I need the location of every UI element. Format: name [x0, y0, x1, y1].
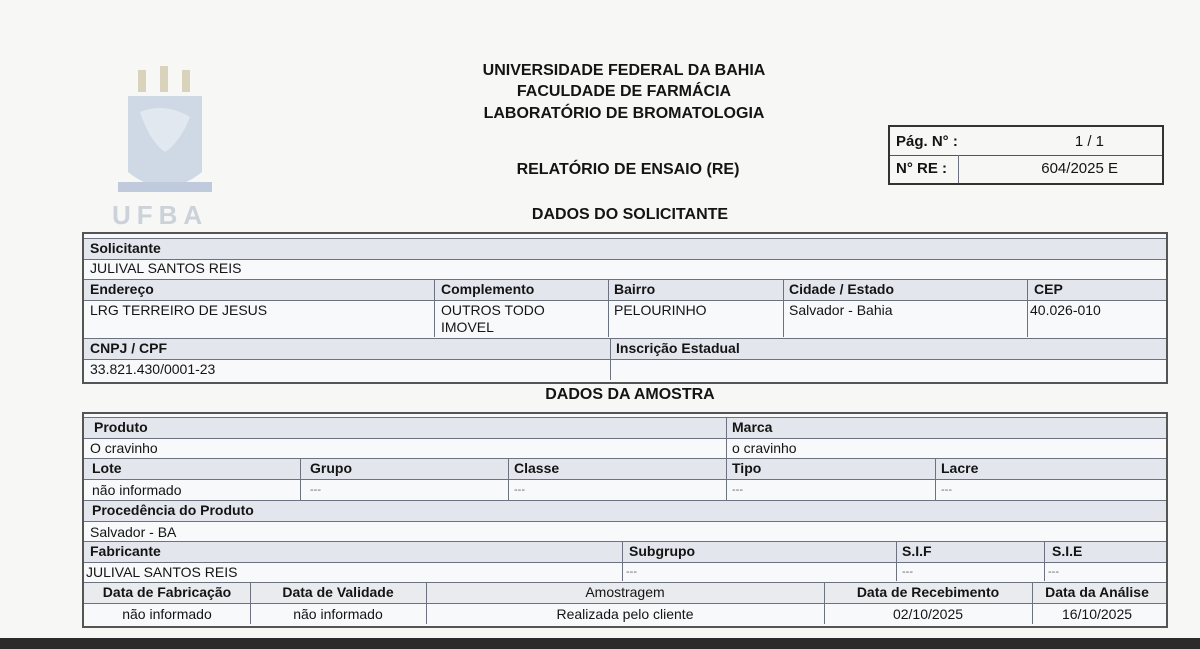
subgrupo-value: --- [626, 566, 637, 578]
subgrupo-label: Subgrupo [629, 543, 696, 559]
page-number-value: 1 / 1 [1074, 133, 1104, 150]
re-number-label: N° RE : [896, 160, 947, 177]
section-title-solicitante: DADOS DO SOLICITANTE [531, 206, 729, 223]
cnpj-cpf-value: 33.821.430/0001-23 [90, 361, 216, 377]
solicitante-table [82, 232, 1168, 384]
re-number-value: 604/2025 E [1041, 160, 1118, 177]
data-fabricacao-value: não informado [122, 606, 212, 622]
tipo-value: --- [732, 484, 743, 496]
tipo-label: Tipo [732, 460, 762, 476]
solicitante-label: Solicitante [90, 240, 161, 256]
classe-label: Classe [514, 460, 560, 476]
logo-text: UFBA [112, 200, 209, 230]
bairro-value: PELOURINHO [614, 302, 707, 318]
data-validade-value: não informado [293, 606, 383, 622]
inscricao-estadual-label: Inscrição Estadual [616, 340, 740, 356]
data-recebimento-label: Data de Recebimento [856, 584, 1000, 600]
marca-label: Marca [732, 419, 773, 435]
marca-value: o cravinho [732, 440, 797, 456]
sif-label: S.I.F [902, 543, 932, 559]
sie-label: S.I.E [1052, 543, 1083, 559]
grupo-label: Grupo [310, 460, 352, 476]
cidade-estado-value: Salvador - Bahia [789, 302, 893, 318]
fabricante-value: JULIVAL SANTOS REIS [86, 564, 238, 580]
page-info-box [888, 125, 1164, 185]
lacre-value: --- [941, 484, 952, 496]
produto-value: O cravinho [90, 440, 158, 456]
data-fabricacao-label: Data de Fabricação [102, 584, 232, 600]
endereco-value: LRG TERREIRO DE JESUS [90, 302, 268, 318]
solicitante-value: JULIVAL SANTOS REIS [90, 260, 242, 276]
cep-value: 40.026-010 [1030, 302, 1101, 318]
produto-label: Produto [94, 419, 148, 435]
grupo-value: --- [310, 484, 321, 496]
laboratory-name: LABORATÓRIO DE BROMATOLOGIA [483, 105, 765, 122]
amostragem-value: Realizada pelo cliente [556, 606, 694, 622]
complemento-value-line2: IMOVEL [441, 319, 494, 335]
university-name: UNIVERSIDADE FEDERAL DA BAHIA [482, 62, 766, 79]
data-analise-label: Data da Análise [1045, 584, 1149, 600]
cep-label: CEP [1034, 281, 1063, 297]
lote-value: não informado [92, 482, 182, 498]
amostra-table [82, 412, 1168, 628]
complemento-label: Complemento [441, 281, 535, 297]
amostragem-label: Amostragem [585, 584, 665, 600]
data-analise-value: 16/10/2025 [1061, 606, 1133, 622]
lote-label: Lote [92, 460, 122, 476]
fabricante-label: Fabricante [90, 543, 161, 559]
procedencia-value: Salvador - BA [90, 524, 177, 540]
sie-value: --- [1048, 566, 1059, 578]
faculty-name: FACULDADE DE FARMÁCIA [516, 83, 732, 100]
section-title-amostra: DADOS DA AMOSTRA [545, 386, 715, 403]
bottom-edge-bar [0, 638, 1200, 649]
endereco-label: Endereço [90, 281, 154, 297]
data-recebimento-value: 02/10/2025 [892, 606, 964, 622]
classe-value: --- [514, 484, 525, 496]
cidade-estado-label: Cidade / Estado [789, 281, 895, 297]
ufba-logo [110, 62, 220, 232]
cnpj-cpf-label: CNPJ / CPF [90, 340, 168, 356]
data-validade-label: Data de Validade [282, 584, 394, 600]
page-number-label: Pág. N° : [896, 133, 958, 150]
sif-value: --- [902, 566, 913, 578]
complemento-value-line1: OUTROS TODO [441, 302, 545, 318]
report-title: RELATÓRIO DE ENSAIO (RE) [516, 161, 740, 178]
lacre-label: Lacre [941, 460, 979, 476]
procedencia-label: Procedência do Produto [92, 502, 254, 518]
bairro-label: Bairro [614, 281, 656, 297]
